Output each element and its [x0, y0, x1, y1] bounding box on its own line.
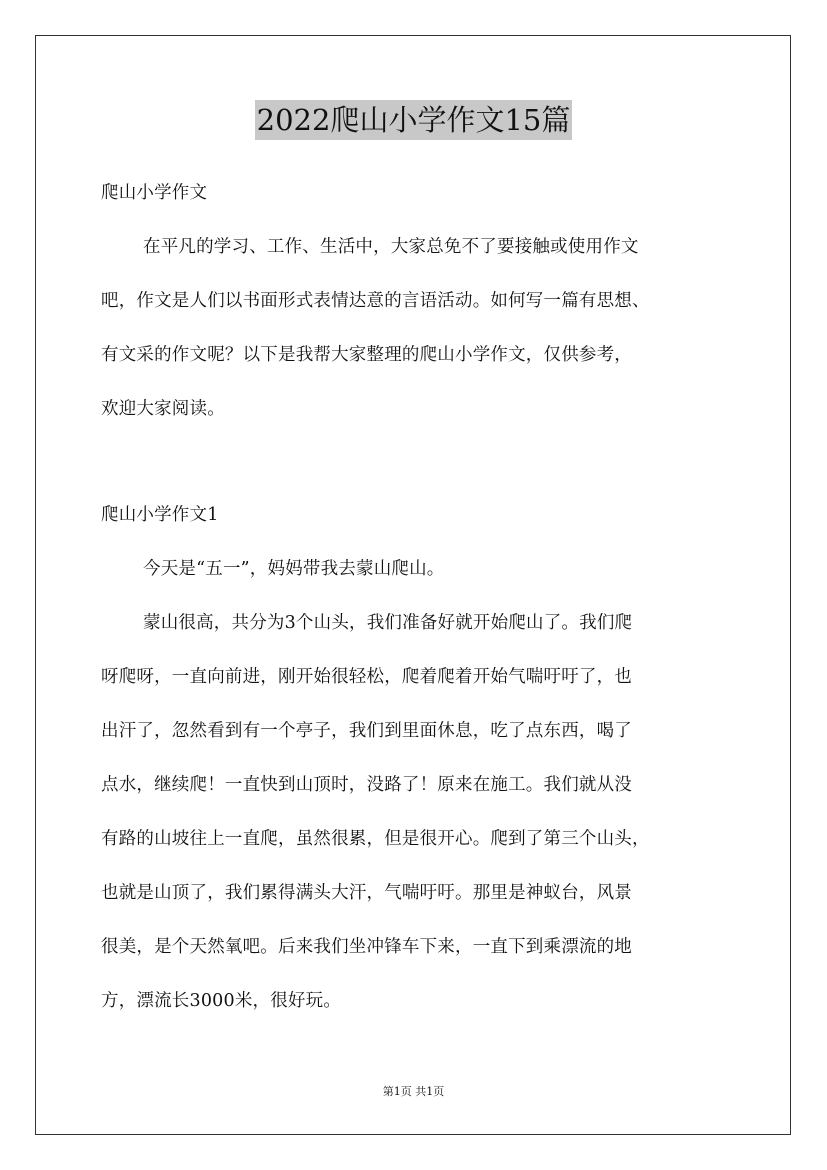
- essay1-line: 呀爬呀，一直向前进，刚开始很轻松，爬着爬着开始气喘吁吁了，也: [101, 667, 632, 687]
- essay1-line: 出汗了，忽然看到有一个亭子，我们到里面休息，吃了点东西，喝了: [101, 721, 632, 741]
- intro-line: 欢迎大家阅读。: [101, 399, 225, 419]
- section-gap: [101, 436, 741, 488]
- essay1-line: 有路的山坡往上一直爬，虽然很累，但是很开心。爬到了第三个山头，: [101, 829, 650, 849]
- essay1-line: 很美，是个天然氧吧。后来我们坐冲锋车下来，一直下到乘漂流的地: [101, 937, 632, 957]
- document-body: [101, 166, 741, 1028]
- intro-heading: 爬山小学作文: [101, 183, 208, 203]
- essay1-line: 点水，继续爬！一直快到山顶时，没路了！原来在施工。我们就从没: [101, 775, 632, 795]
- essay1-paragraph-1: 今天是“五一”，妈妈带我去蒙山爬山。: [143, 559, 445, 579]
- intro-line: 有文采的作文呢？以下是我帮大家整理的爬山小学作文，仅供参考，: [101, 345, 632, 365]
- page-footer: 第1页 共1页: [382, 1085, 445, 1098]
- intro-line: 吧，作文是人们以书面形式表情达意的言语活动。如何写一篇有思想、: [101, 291, 650, 311]
- intro-line: 在平凡的学习、工作、生活中，大家总免不了要接触或使用作文: [143, 237, 639, 257]
- essay1-line: 方，漂流长3000米，很好玩。: [101, 991, 342, 1011]
- essay1-line: 蒙山很高，共分为3个山头，我们准备好就开始爬山了。我们爬: [143, 613, 633, 633]
- essay1-heading: 爬山小学作文1: [101, 505, 219, 525]
- document-title: 2022爬山小学作文15篇: [255, 100, 573, 140]
- title-wrap: [0, 100, 827, 140]
- essay1-line: 也就是山顶了，我们累得满头大汗，气喘吁吁。那里是神蚁台，风景: [101, 883, 632, 903]
